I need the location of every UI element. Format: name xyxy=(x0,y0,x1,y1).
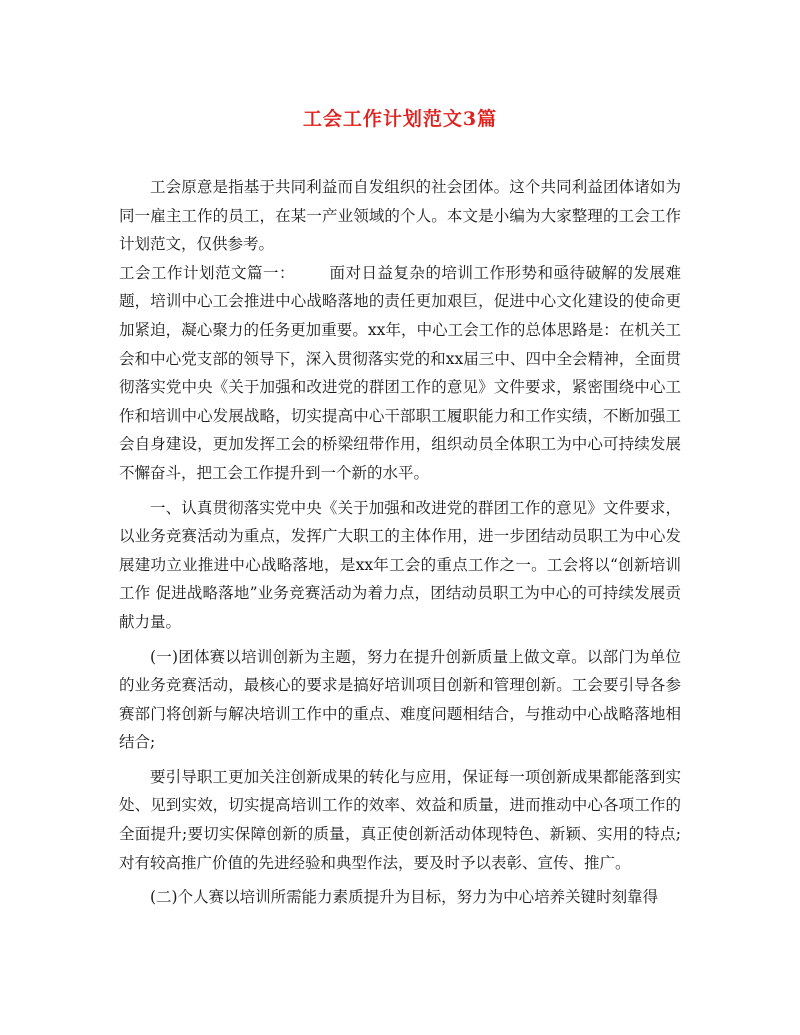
point1-paragraph: 一、认真贯彻落实党中央《关于加强和改进党的群团工作的意见》文件要求，以业务竞赛活动为重点，发挥广大职工的主体作用，进一步团结动员职工为中心发展建功立业推进中心战略落地，是xx年工会的重点工作之一。工会将以“创新培训工作 促进战略落地”业务竞赛活动为着力点，团结动员职工为中心的可持续发展贡献力量。 xyxy=(119,498,681,631)
section1-text: 面对日益复杂的培训工作形势和亟待破解的发展难题，培训中心工会推进中心战略落地的责任更加艰巨，促进中心文化建设的使命更加紧迫，凝心聚力的任务更加重要。xx年，中心工会工作的总体思路是：在机关工会和中心党支部的领导下，深入贯彻落实党的和xx届三中、四中全会精神，全面贯彻落实党中央《关于加强和改进党的群团工作的意见》文件要求，紧密围绕中心工作和培训中心发展战略，切实提高中心干部职工履职能力和工作实绩，不断加强工会自身建设，更加发挥工会的桥梁纽带作用，组织动员全体职工为中心可持续发展不懈奋斗，把工会工作提升到一个新的水平。 xyxy=(119,263,681,482)
sub1-continued-paragraph: 要引导职工更加关注创新成果的转化与应用，保证每一项创新成果都能落到实处、见到实效，切实提高培训工作的效率、效益和质量，进而推动中心各项工作的全面提升;要切实保障创新的质量，真正使创新活动体现特色、新颖、实用的特点;对有较高推广价值的先进经验和典型作法，要及时予以表彰、宣传、推广。 xyxy=(119,767,681,872)
document-body xyxy=(119,173,681,912)
document-title: 工会工作计划范文3篇 xyxy=(302,108,498,130)
sub1-paragraph: (一)团体赛以培训创新为主题，努力在提升创新质量上做文章。以部门为单位的业务竞赛活动，最核心的要求是搞好培训项目创新和管理创新。工会要引导各参赛部门将创新与解决培训工作中的重点、难度问题相结合，与推动中心战略落地相结合; xyxy=(119,647,681,752)
sub2-paragraph: (二)个人赛以培训所需能力素质提升为目标，努力为中心培养关键时刻靠得 xyxy=(150,888,659,907)
intro-paragraph: 工会原意是指基于共同利益而自发组织的社会团体。这个共同利益团体诸如为同一雇主工作的员工，在某一产业领域的个人。本文是小编为大家整理的工会工作计划范文，仅供参考。 xyxy=(119,178,681,254)
section1-heading: 工会工作计划范文篇一： xyxy=(119,263,295,282)
section1-paragraph xyxy=(119,259,681,488)
